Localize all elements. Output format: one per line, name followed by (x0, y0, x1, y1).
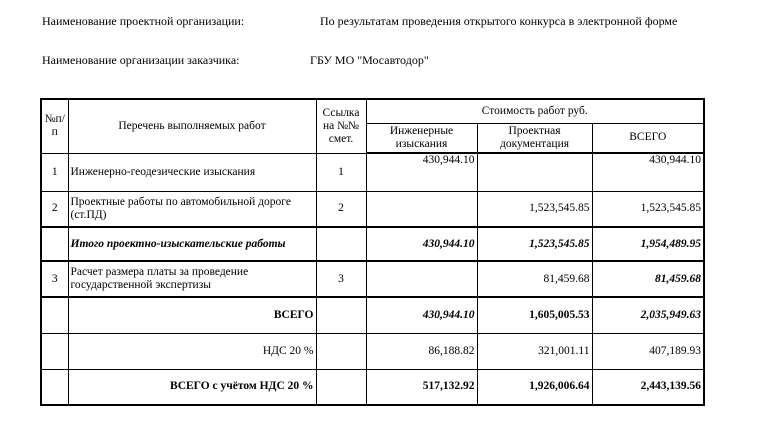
table-row (41, 261, 704, 297)
project-org-value: По результатам проведения открытого конкурса в электронной форме (320, 14, 678, 28)
row-works: Расчет размера платы за проведение государственной экспертизы (68, 261, 316, 297)
row-total: 430,944.10 (592, 153, 704, 191)
row-works: ВСЕГО с учётом НДС 20 % (68, 369, 316, 405)
col-header-total: ВСЕГО (592, 123, 704, 153)
row-total: 2,443,139.56 (592, 369, 704, 405)
row-ref (316, 297, 366, 333)
row-design: 1,523,545.85 (477, 227, 592, 261)
row-engineering: 517,132.92 (366, 369, 477, 405)
row-engineering: 430,944.10 (366, 297, 477, 333)
col-header-engineering: Инженерные изыскания (366, 123, 477, 153)
row-engineering: 430,944.10 (366, 153, 477, 191)
row-design: 1,605,005.53 (477, 297, 592, 333)
col-header-design: Проектная документация (477, 123, 592, 153)
row-ref (316, 369, 366, 405)
row-works: Проектные работы по автомобильной дороге (ст.ПД) (68, 191, 316, 227)
row-total: 1,954,489.95 (592, 227, 704, 261)
row-num: 2 (41, 191, 68, 227)
row-total: 2,035,949.63 (592, 297, 704, 333)
table-row-total-vat (41, 369, 704, 405)
table-header-row (41, 99, 704, 123)
customer-org-label: Наименование организации заказчика: (42, 53, 240, 67)
row-num: 1 (41, 153, 68, 191)
row-engineering (366, 191, 477, 227)
table-row (41, 191, 704, 227)
row-engineering: 86,188.82 (366, 333, 477, 369)
row-works: ВСЕГО (68, 297, 316, 333)
row-design: 1,926,006.64 (477, 369, 592, 405)
row-num (41, 227, 68, 261)
col-header-works: Перечень выполняемых работ (68, 99, 316, 153)
row-engineering: 430,944.10 (366, 227, 477, 261)
col-header-ref: Ссылка на №№ смет. (316, 99, 366, 153)
cost-table (40, 98, 705, 406)
row-total: 407,189.93 (592, 333, 704, 369)
table-row (41, 153, 704, 191)
row-total: 1,523,545.85 (592, 191, 704, 227)
customer-org-value: ГБУ МО "Мосавтодор" (310, 53, 429, 67)
row-ref: 2 (316, 191, 366, 227)
row-design (477, 153, 592, 191)
row-num: 3 (41, 261, 68, 297)
row-design: 1,523,545.85 (477, 191, 592, 227)
row-num (41, 333, 68, 369)
row-num (41, 297, 68, 333)
row-design: 81,459.68 (477, 261, 592, 297)
row-total: 81,459.68 (592, 261, 704, 297)
col-header-cost-group: Стоимость работ руб. (366, 99, 704, 123)
row-num (41, 369, 68, 405)
row-ref: 1 (316, 153, 366, 191)
row-ref (316, 333, 366, 369)
row-ref (316, 227, 366, 261)
col-header-num: №п/п (41, 99, 68, 153)
row-works: Инженерно-геодезические изыскания (68, 153, 316, 191)
table-row-vat (41, 333, 704, 369)
row-ref: 3 (316, 261, 366, 297)
row-engineering (366, 261, 477, 297)
project-org-label: Наименование проектной организации: (42, 14, 245, 28)
row-design: 321,001.11 (477, 333, 592, 369)
table-row-subtotal (41, 227, 704, 261)
row-works: НДС 20 % (68, 333, 316, 369)
row-works: Итого проектно-изыскательские работы (68, 227, 316, 261)
table-row-total (41, 297, 704, 333)
